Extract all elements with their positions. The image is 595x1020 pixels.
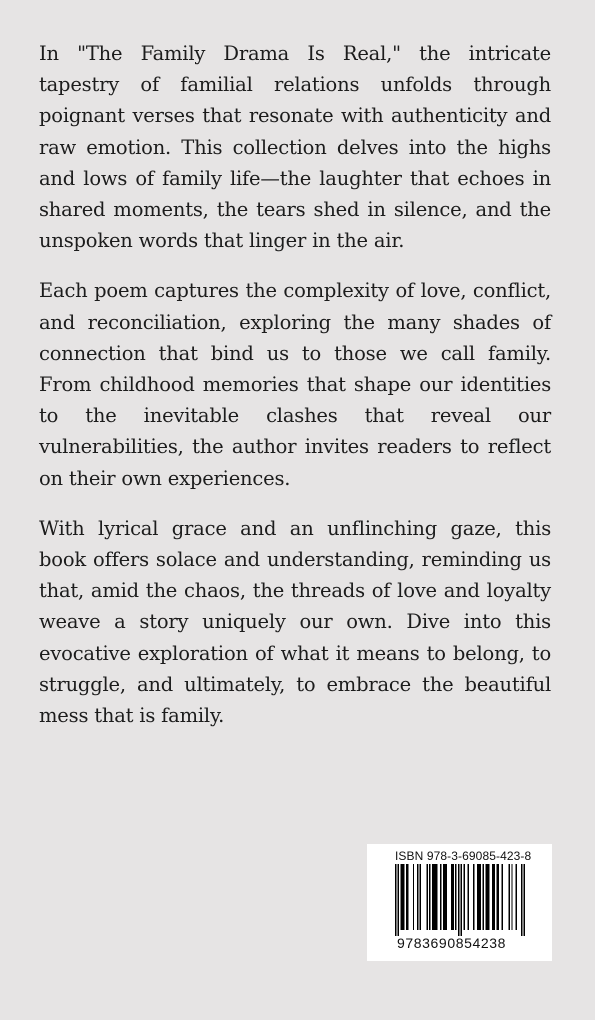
barcode-bar (458, 864, 459, 936)
barcode-bar (413, 864, 414, 930)
barcode-bar (478, 864, 479, 930)
barcode-bar (487, 864, 488, 930)
barcode-bar (515, 864, 516, 930)
barcode-bar (492, 864, 493, 930)
barcode-bar (511, 864, 512, 930)
barcode-bar (451, 864, 452, 930)
barcode-bar (468, 864, 469, 930)
barcode-bar (407, 864, 408, 930)
ean-digits: 9783690854238 (397, 935, 507, 951)
barcode-bar (477, 864, 478, 930)
barcode-bar (485, 864, 486, 930)
barcode-panel (367, 844, 552, 961)
barcode-bar (435, 864, 436, 930)
barcode-bar (463, 864, 464, 930)
barcode-bar (443, 864, 444, 930)
barcode-bar (426, 864, 427, 930)
barcode-bar (417, 864, 418, 930)
barcode-bar (524, 864, 525, 936)
book-blurb (39, 38, 551, 750)
barcode-bar (402, 864, 403, 930)
barcode-icon (395, 864, 525, 936)
isbn-label: ISBN 978-3-69085-423-8 (395, 849, 532, 863)
barcode-bar (498, 864, 499, 930)
barcode-bar (436, 864, 437, 930)
barcode-bar (509, 864, 510, 930)
barcode-bar (420, 864, 421, 930)
barcode-bar (400, 864, 401, 930)
barcode-bar (395, 864, 396, 936)
barcode-bar (461, 864, 462, 936)
barcode-bar (494, 864, 495, 930)
barcode-bar (440, 864, 441, 930)
barcode-bar (473, 864, 474, 930)
barcode-bar (452, 864, 453, 930)
barcode-bar (429, 864, 430, 930)
blurb-paragraph: With lyrical grace and an unflinching gaze, this book offers solace and understanding, reminding us that, amid the chaos, the threads of love and loyalty weave a story uniquely our own. Dive into this evocative exploration of what it means to belong, to struggle, and ultimately, to embrace the beautiful mess that is family. (39, 516, 551, 728)
barcode-bar (403, 864, 404, 930)
barcode-bar (521, 864, 522, 936)
barcode-bar (406, 864, 407, 930)
barcode-bar (496, 864, 497, 930)
barcode-bar (480, 864, 481, 930)
barcode-bar (483, 864, 484, 930)
barcode-bar (455, 864, 456, 930)
blurb-paragraph: Each poem captures the complexity of love, conflict, and reconciliation, exploring the many shades of connection that bind us to those we call family. From childhood memories that shape our identities to the inevitable clashes that reveal our vulnerabilities, the author invites readers to reflect on their own experiences. (39, 279, 551, 490)
barcode-bar (488, 864, 489, 930)
barcode-bar (444, 864, 445, 930)
barcode-bar (502, 864, 503, 930)
blurb-paragraph: In "The Family Drama Is Real," the intricate tapestry of familial relations unfolds through poignant verses that resonate with authenticity and raw emotion. This collection delves into the highs and lows of family life—the laughter that echoes in shared moments, the tears shed in silence, and the unspoken words that linger in the air. (39, 42, 551, 253)
barcode-bar (432, 864, 433, 930)
barcode-bar (446, 864, 447, 930)
barcode-bar (433, 864, 434, 930)
barcode-bar (398, 864, 399, 936)
